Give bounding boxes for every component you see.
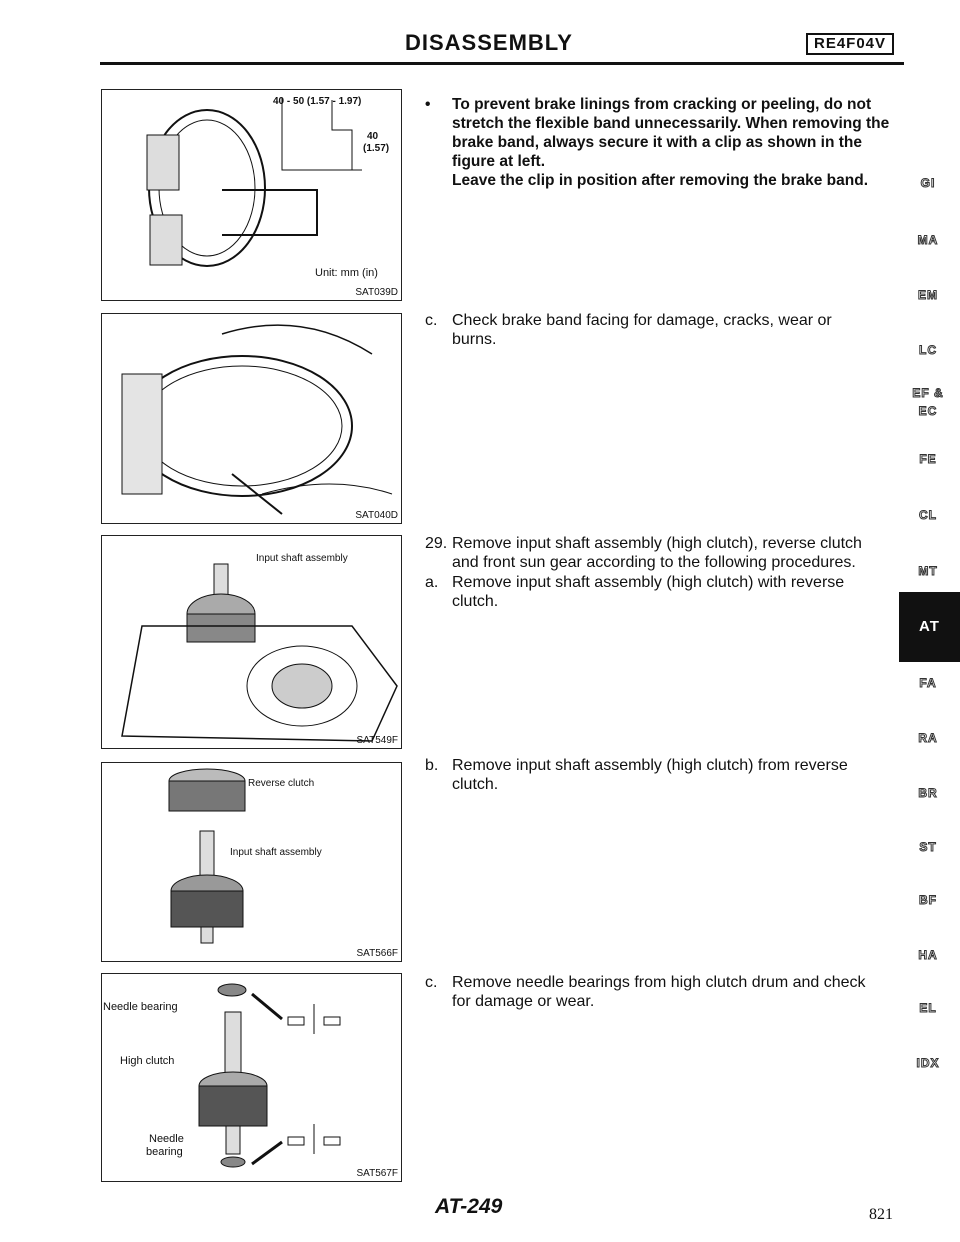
section-tab-ra[interactable]: RA [918,731,938,745]
step-text-line: burns. [452,331,497,348]
step-marker: 29. [425,535,448,552]
model-badge: RE4F04V [806,33,894,55]
figure-reverse-clutch-separation [101,762,402,962]
caution-line-2: stretch the flexible band unnecessarily. When removing the [452,115,890,132]
step-29-remove-input-shaft [425,534,905,574]
callout-needle-bearing-bottom: Needle [149,1133,184,1145]
section-tab-st[interactable]: ST [919,840,937,854]
caution-note [425,95,905,191]
section-tab-el[interactable]: EL [919,1001,937,1015]
section-tab-cl[interactable]: CL [919,508,937,522]
clip-dimension-length: 40 - 50 (1.57 - 1.97) [273,96,362,107]
section-tab-em[interactable]: EM [918,288,938,302]
section-tab-br[interactable]: BR [918,786,938,800]
step-marker: c. [425,974,438,991]
figure-code: SAT566F [356,948,398,959]
figure-brake-band-facing [101,313,402,524]
figure-code: SAT040D [355,510,398,521]
step-text-line: clutch. [452,593,499,610]
figure-input-shaft-removal [101,535,402,749]
unit-label: Unit: mm (in) [315,267,378,279]
callout-high-clutch: High clutch [120,1055,175,1067]
caution-line-1: To prevent brake linings from cracking or peeling, do not [452,96,872,113]
step-text-line: Remove input shaft assembly (high clutch), reverse clutch [452,535,862,552]
section-tab-ha[interactable]: HA [918,948,938,962]
section-tab-at[interactable]: AT [899,592,960,662]
callout-input-shaft-assembly: Input shaft assembly [230,847,322,858]
section-tab-idx[interactable]: IDX [916,1056,940,1070]
figure-code: SAT549F [356,735,398,746]
section-tab-lc[interactable]: LC [919,343,937,357]
callout-needle-bearing-bottom-2: bearing [146,1146,183,1158]
section-tab-ef[interactable]: EF & [912,386,944,400]
section-tab-bf[interactable]: BF [919,893,937,907]
section-tab-fa[interactable]: FA [919,676,937,690]
step-a-remove-with-reverse-clutch [425,573,905,613]
step-marker: a. [425,574,439,591]
callout-needle-bearing-top: Needle bearing [103,1001,178,1013]
figure-code: SAT039D [355,287,398,298]
step-text-line: Remove input shaft assembly (high clutch) from reverse [452,757,848,774]
step-c-remove-needle-bearings [425,973,905,1013]
header-rule [100,62,904,65]
callout-reverse-clutch: Reverse clutch [248,778,315,789]
step-marker: c. [425,312,438,329]
step-c-check-band [425,311,905,351]
figure-needle-bearings [101,973,402,1182]
section-tab-ec[interactable]: EC [918,404,938,418]
transaxle-case-illustration [102,536,401,748]
step-marker: b. [425,757,439,774]
section-tab-ma[interactable]: MA [917,233,939,247]
step-b-remove-from-reverse-clutch [425,756,905,796]
section-tab-fe[interactable]: FE [919,452,937,466]
callout-input-shaft-assembly: Input shaft assembly [256,553,348,564]
section-tab-gi[interactable]: GI [920,176,936,190]
step-text-line: Remove input shaft assembly (high clutch) with reverse [452,574,845,591]
caution-line-4: figure at left. [452,153,546,170]
caution-line-3: brake band, always secure it with a clip as shown in the [452,134,863,151]
page-label: AT-249 [435,1195,503,1218]
caution-line-5: Leave the clip in position after removing the brake band. [452,172,869,189]
clip-dimension-height: 40 [367,131,379,142]
page-header-title: DISASSEMBLY [405,30,573,55]
brake-band-facing-illustration [102,314,401,523]
figure-code: SAT567F [356,1168,398,1179]
page-number: 821 [869,1206,893,1223]
reverse-clutch-illustration [102,763,401,961]
step-text-line: and front sun gear according to the following procedures. [452,554,856,571]
step-text-line: Remove needle bearings from high clutch drum and check [452,974,866,991]
step-text-line: for damage or wear. [452,993,595,1010]
clip-dimension-height-inch: (1.57) [363,143,390,154]
step-text-line: Check brake band facing for damage, cracks, wear or [452,312,832,329]
figure-brake-band-clip [101,89,402,301]
bullet-marker: • [425,96,431,113]
section-tab-mt[interactable]: MT [918,564,938,578]
step-text-line: clutch. [452,776,499,793]
